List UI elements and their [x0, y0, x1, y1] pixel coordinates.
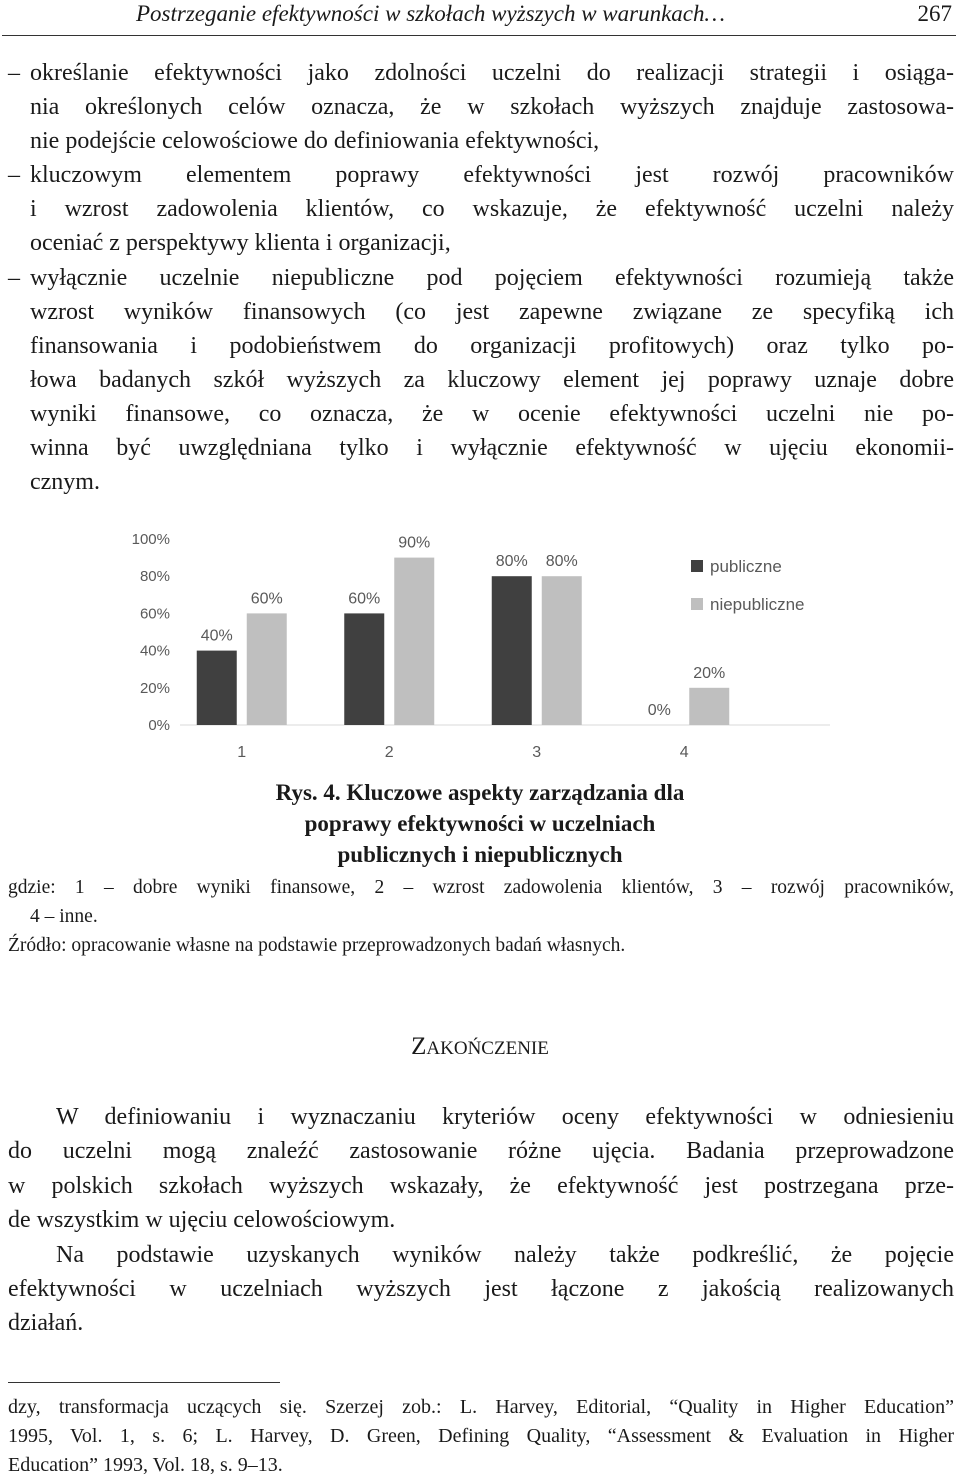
text-line: kluczowym elementem poprawy efektywności jest rozwój pracowników: [30, 162, 954, 189]
note-line: 4 – inne.: [30, 906, 98, 927]
section-heading-initial: Z: [411, 1033, 427, 1060]
footnote-line: 1995, Vol. 1, s. 6; L. Harvey, D. Green, Defining Quality, “Assessment & Evaluation in Higher: [8, 1425, 954, 1447]
y-tick-label: 0%: [148, 717, 170, 734]
x-tick-label: 2: [384, 744, 394, 761]
section-heading: [0, 1033, 960, 1061]
bullet-dash: –: [8, 162, 20, 189]
text-line: cznym.: [30, 469, 100, 496]
text-line: de wszystkim w ujęciu celowościowym.: [8, 1207, 396, 1234]
text-line: Na podstawie uzyskanych wyników należy także podkreślić, że pojęcie: [56, 1241, 954, 1268]
bar-niepubliczne: [247, 613, 287, 725]
bar-niepubliczne: [394, 558, 434, 725]
footnote: [8, 1393, 954, 1480]
text-line: finansowania i podobieństwem do organizacji profitowych) oraz tylko po-: [30, 332, 954, 359]
text-line: do uczelni mogą znaleźć zastosowanie różne ujęcia. Badania przeprowadzone: [8, 1138, 954, 1165]
text-line: w polskich szkołach wyższych wskazały, że efektywność jest postrzegana prze-: [8, 1172, 954, 1199]
figure-legend-note: [8, 873, 954, 931]
text-line: określanie efektywności jako zdolności uczelni do realizacji strategii i osiąga-: [30, 60, 954, 86]
bar-publiczne: [344, 613, 384, 725]
note-line: gdzie: 1 – dobre wyniki finansowe, 2 – wzrost zadowolenia klientów, 3 – rozwój pracowników,: [8, 877, 954, 898]
footnote-line: Education” 1993, Vol. 18, s. 9–13.: [8, 1454, 283, 1476]
text-line: nia określonych celów oznacza, że w szkołach wyższych znajduje zastosowa-: [30, 94, 954, 121]
text-line: działań.: [8, 1310, 84, 1337]
figure-caption: [0, 777, 960, 870]
legend-swatch: [691, 598, 703, 610]
text-line: W definiowaniu i wyznaczaniu kryteriów oceny efektywności w odniesieniu: [56, 1104, 954, 1130]
bar-publiczne: [492, 576, 532, 725]
x-tick-label: 4: [679, 744, 689, 761]
legend-swatch: [691, 560, 703, 572]
footnote-line: dzy, transformacja uczących się. Szerzej zob.: L. Harvey, Editorial, “Quality in Higher Education”: [8, 1396, 954, 1418]
caption-line: poprawy efektywności w uczelniach: [304, 811, 656, 836]
running-header: [0, 0, 960, 36]
figure-source: Źródło: opracowanie własne na podstawie przeprowadzonych badań własnych.: [8, 935, 626, 956]
text-line: łowa badanych szkół wyższych za kluczowy element jej poprawy uznaje dobre: [30, 366, 954, 393]
text-line: wyniki finansowe, co oznacza, że w ocenie efektywności uczelni nie po-: [30, 400, 954, 427]
page-number: 267: [917, 1, 952, 26]
x-tick-label: 3: [532, 744, 542, 761]
footnote-rule: [8, 1382, 280, 1383]
bullet-item: [8, 56, 954, 158]
running-title: Postrzeganie efektywności w szkołach wyższych w warunkach…: [136, 1, 725, 26]
text-line: efektywności w uczelniach wyższych jest łączone z jakością realizowanych: [8, 1276, 954, 1303]
data-label: 90%: [398, 534, 431, 552]
caption-line: Rys. 4. Kluczowe aspekty zarządzania dla: [275, 780, 685, 805]
text-line: nie podejście celowościowe do definiowania efektywności,: [30, 128, 600, 155]
text-line: winna być uwzględniana tylko i wyłącznie efektywność w ujęciu ekonomii-: [30, 435, 954, 462]
bullet-list: [8, 56, 954, 499]
text-line: i wzrost zadowolenia klientów, co wskazuje, że efektywność uczelni należy: [30, 196, 954, 223]
y-tick-label: 20%: [139, 679, 170, 697]
bullet-item: [8, 158, 954, 260]
y-tick-label: 40%: [139, 642, 170, 660]
data-label: 0%: [647, 702, 671, 719]
caption-line: publicznych i niepublicznych: [337, 842, 623, 867]
bar-niepubliczne: [689, 688, 729, 725]
header-rule: [2, 35, 956, 36]
text-line: wzrost wyników finansowych (co jest zapewne związane ze specyfiką ich: [30, 298, 954, 325]
y-tick-label: 100%: [131, 531, 170, 548]
bullet-dash: –: [8, 264, 20, 291]
text-line: oceniać z perspektywy klienta i organizacji,: [30, 230, 451, 257]
y-tick-label: 80%: [139, 568, 170, 586]
text-line: wyłącznie uczelnie niepubliczne pod pojęciem efektywności rozumieją także: [30, 264, 954, 291]
legend-label: niepubliczne: [710, 595, 805, 614]
x-tick-label: 1: [237, 744, 247, 761]
data-label: 80%: [545, 553, 578, 571]
conclusion-text: [8, 1100, 954, 1341]
bar-publiczne: [197, 651, 237, 725]
legend-label: publiczne: [710, 557, 782, 576]
data-label: 80%: [495, 553, 528, 571]
bar-niepubliczne: [542, 576, 582, 725]
data-label: 40%: [200, 627, 233, 645]
y-tick-label: 60%: [139, 605, 170, 623]
section-heading-rest: AKOŃCZENIE: [426, 1038, 549, 1059]
bullet-item: [8, 261, 954, 500]
bullet-dash: –: [8, 60, 20, 86]
bar-chart: [120, 524, 840, 770]
data-label: 60%: [250, 590, 283, 608]
data-label: 20%: [693, 664, 726, 682]
data-label: 60%: [348, 590, 381, 608]
